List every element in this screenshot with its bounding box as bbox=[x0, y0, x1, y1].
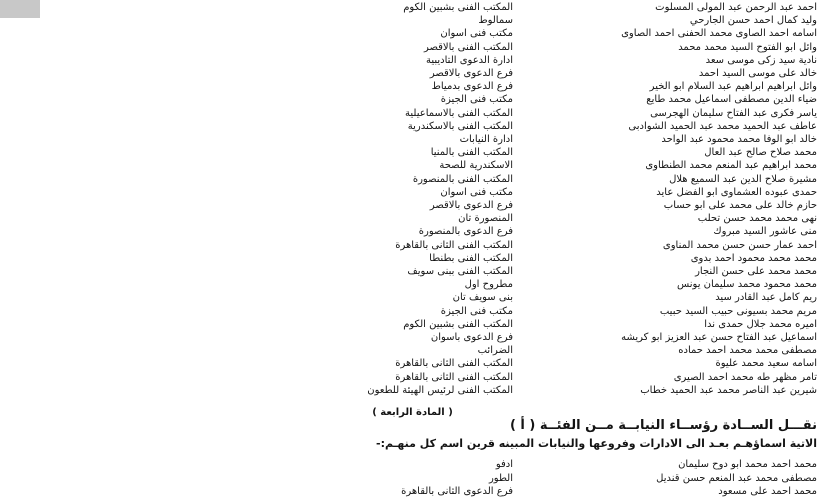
list-item bbox=[0, 1, 825, 14]
person-name: خالد على موسى السيد احمد bbox=[698, 68, 817, 79]
assigned-office: المكتب الفنى الثانى بالقاهرة bbox=[395, 371, 513, 383]
person-name: محمد محمود محمد سليمان يونس bbox=[677, 279, 817, 291]
list-item bbox=[0, 291, 825, 304]
section-subheading: الاتية اسماؤهـم بعـد الى الادارات وفروعها والنيابات المبينه قرين اسم كل منهـم:- bbox=[376, 437, 817, 450]
person-name: تامر مظهر طه محمد احمد الصيرى bbox=[673, 371, 817, 383]
list-item bbox=[0, 186, 825, 199]
person-name: محمد محمد محمود احمد بدوى bbox=[690, 252, 817, 264]
assigned-office: مكتب فنى الجيزة bbox=[440, 305, 513, 317]
list-item bbox=[0, 331, 825, 344]
list-item bbox=[0, 146, 825, 159]
person-name: مصطفى محمد محمد احمد حماده bbox=[678, 345, 817, 357]
person-name: محمد احمد محمد ابو دوح سليمان bbox=[678, 459, 817, 470]
assigned-office: المنصورة تان bbox=[458, 213, 513, 225]
list-item bbox=[0, 133, 825, 146]
list-item bbox=[0, 371, 825, 384]
list-item bbox=[0, 472, 825, 485]
list-item bbox=[0, 67, 825, 80]
person-name: حمدى عبوده العشماوى ابو الفضل عايد bbox=[656, 186, 817, 198]
list-item bbox=[0, 14, 825, 27]
person-name: احمد عبد الرحمن عبد المولى المسلوت bbox=[655, 2, 817, 13]
list-item bbox=[0, 225, 825, 238]
person-name: نادية سيد زكى موسى سعد bbox=[705, 54, 817, 66]
person-name: مريم محمد بسيونى حبيب السيد حبيب bbox=[659, 305, 817, 317]
person-name: محمد احمد على مسعود bbox=[718, 486, 817, 497]
assigned-office: مكتب فنى اسوان bbox=[440, 186, 513, 198]
list-item bbox=[0, 252, 825, 265]
assigned-office: فرع الدعوى بالاقصر bbox=[429, 68, 513, 79]
assigned-office: الاسكندرية للصحة bbox=[439, 160, 513, 172]
assigned-office: مكتب فنى اسوان bbox=[440, 28, 513, 40]
person-name: احمد عمار حسن حسن محمد المناوى bbox=[662, 239, 817, 251]
assigned-office: فرع الدعوى بدمياط bbox=[431, 81, 513, 93]
person-name: محمد صلاح صالح عبد العال bbox=[704, 147, 817, 159]
assigned-office: فرع الدعوى الثانى بالقاهرة bbox=[401, 486, 513, 497]
section-heading: نقـــل الســادة رؤســاء النيابــة مــن الفئــة ( أ ) bbox=[509, 418, 817, 433]
person-name: شيرين عبد الناصر محمد عبد الحميد خطاب bbox=[640, 384, 817, 396]
person-name: وليد كمال احمد حسن الجارحي bbox=[689, 15, 817, 27]
assigned-office: المكتب الفنى بشبين الكوم bbox=[403, 2, 513, 13]
assigned-office: المكتب الفنى لرئيس الهيئة للطعون bbox=[367, 384, 513, 396]
person-name: اميره محمد جلال حمدى ندا bbox=[704, 318, 817, 330]
person-name: محمد محمد على حسن النجار bbox=[695, 266, 817, 277]
list-item bbox=[0, 107, 825, 120]
article-title: ( المادة الرابعة ) bbox=[372, 407, 453, 418]
assigned-office: المكتب الفنى الثانى بالقاهرة bbox=[395, 239, 513, 251]
list-item bbox=[0, 265, 825, 278]
assigned-office: ادارة الدعوى التاديبية bbox=[426, 54, 513, 66]
list-item bbox=[0, 120, 825, 133]
list-item bbox=[0, 305, 825, 318]
person-name: اسامه احمد الصاوى محمد الحفنى احمد الصاوى bbox=[621, 28, 817, 40]
person-name: منى عاشور السيد مبروك bbox=[713, 226, 817, 238]
list-item bbox=[0, 384, 825, 397]
person-name: اسامه سعيد محمد عليوة bbox=[715, 358, 817, 370]
assigned-office: فرع الدعوى بالاقصر bbox=[429, 200, 513, 211]
person-name: ريم كامل عبد القادر سيد bbox=[715, 292, 817, 304]
assigned-office: سمالوط bbox=[478, 15, 513, 27]
assigned-office: المكتب الفنى بالمنصورة bbox=[412, 173, 513, 185]
assigned-office: فرع الدعوى باسوان bbox=[430, 332, 513, 343]
person-name: خالد ابو الوفا محمد محمود عبد الواحد bbox=[661, 134, 817, 145]
assigned-office: الطور bbox=[488, 472, 513, 484]
person-name: عاطف عبد الحميد محمد عبد الحميد الشوادبى bbox=[628, 120, 817, 132]
list-item bbox=[0, 173, 825, 186]
assigned-office: مطروح اول bbox=[464, 279, 513, 291]
assigned-office: المكتب الفنى بالاسماعيلية bbox=[405, 107, 513, 119]
person-name: وائل ابراهيم ابراهيم عبد السلام ابو الخير bbox=[649, 81, 817, 93]
assigned-office: ادفو bbox=[495, 459, 513, 470]
list-item bbox=[0, 278, 825, 291]
person-name: حازم خالد على محمد على ابو حساب bbox=[663, 200, 817, 211]
list-item bbox=[0, 239, 825, 252]
assigned-office: المكتب الفنى بالمنيا bbox=[430, 147, 513, 159]
assigned-office: الضرائب bbox=[477, 345, 513, 357]
assigned-office: ادارة النيابات bbox=[459, 134, 513, 145]
list-item bbox=[0, 212, 825, 225]
person-name: ضياء الدين مصطفى اسماعيل محمد طايع bbox=[646, 94, 817, 106]
person-name: مصطفى محمد عبد المنعم حسن قنديل bbox=[656, 472, 817, 484]
list-item bbox=[0, 458, 825, 471]
list-item bbox=[0, 344, 825, 357]
person-name: ياسر فكرى عبد الفتاح سليمان الهجرسى bbox=[650, 107, 817, 119]
assigned-office: المكتب الفنى الثانى بالقاهرة bbox=[395, 358, 513, 370]
list-item bbox=[0, 199, 825, 212]
assigned-office: فرع الدعوى بالمنصورة bbox=[418, 226, 513, 238]
list-item bbox=[0, 27, 825, 40]
assigned-office: المكتب الفنى ببنى سويف bbox=[407, 266, 513, 277]
assigned-office: مكتب فنى الجيزة bbox=[440, 94, 513, 106]
list-item bbox=[0, 93, 825, 106]
assigned-office: المكتب الفنى بالاسكندرية bbox=[407, 120, 513, 132]
assigned-office: المكتب الفنى بالاقصر bbox=[423, 41, 513, 53]
person-name: نهى محمد محمد حسن تحلب bbox=[697, 213, 817, 225]
person-name: مشيرة صلاح الدين عبد السميع هلال bbox=[669, 173, 817, 185]
person-name: محمد ابراهيم عبد المنعم محمد الطنطاوى bbox=[645, 160, 817, 172]
assigned-office: المكتب الفنى بشبين الكوم bbox=[403, 318, 513, 330]
assigned-office: المكتب الفنى بطنطا bbox=[429, 252, 513, 264]
assigned-office: بنى سويف تان bbox=[452, 292, 513, 304]
list-item bbox=[0, 485, 825, 498]
list-item bbox=[0, 54, 825, 67]
person-name: وائل ابو الفتوح السيد محمد محمد bbox=[678, 41, 817, 53]
list-item bbox=[0, 159, 825, 172]
list-item bbox=[0, 357, 825, 370]
list-item bbox=[0, 41, 825, 54]
person-name: اسماعيل عبد الفتاح حسن عبد العزيز ابو كريشه bbox=[621, 332, 817, 343]
list-item bbox=[0, 80, 825, 93]
list-item bbox=[0, 318, 825, 331]
